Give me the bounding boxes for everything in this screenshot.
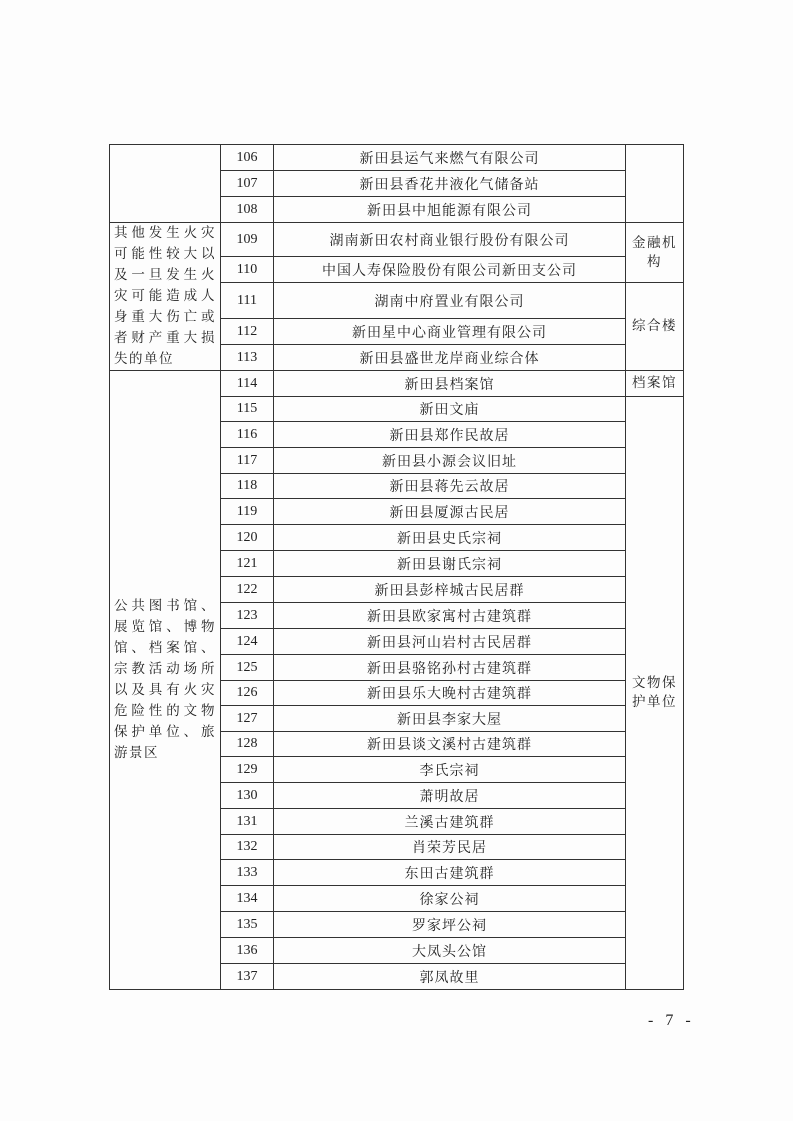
unit-name-cell: 新田县河山岩村古民居群 xyxy=(274,629,626,655)
category-cell: 其他发生火灾可能性较大以及一旦发生火灾可能造成人身重大伤亡或者财产重大损失的单位 xyxy=(110,223,221,371)
unit-name-cell: 郭凤故里 xyxy=(274,964,626,990)
row-number-cell: 124 xyxy=(221,629,274,655)
row-number-cell: 135 xyxy=(221,912,274,938)
row-number-cell: 108 xyxy=(221,197,274,223)
row-number-cell: 112 xyxy=(221,319,274,345)
page-number: - 7 - xyxy=(648,1012,695,1029)
unit-name-cell: 新田县档案馆 xyxy=(274,371,626,397)
row-number-cell: 113 xyxy=(221,345,274,371)
unit-name-cell: 新田县小源会议旧址 xyxy=(274,448,626,474)
unit-type-cell: 综合楼 xyxy=(626,283,684,371)
row-number-cell: 120 xyxy=(221,525,274,551)
row-number-cell: 134 xyxy=(221,886,274,912)
unit-name-cell: 新田县骆铭孙村古建筑群 xyxy=(274,655,626,681)
unit-name-cell: 新田文庙 xyxy=(274,397,626,422)
unit-name-cell: 新田县谢氏宗祠 xyxy=(274,551,626,577)
table-row xyxy=(110,223,684,257)
row-number-cell: 132 xyxy=(221,835,274,860)
row-number-cell: 114 xyxy=(221,371,274,397)
row-number-cell: 123 xyxy=(221,603,274,629)
row-number-cell: 130 xyxy=(221,783,274,809)
unit-name-cell: 肖荣芳民居 xyxy=(274,835,626,860)
row-number-cell: 125 xyxy=(221,655,274,681)
unit-name-cell: 新田县盛世龙岸商业综合体 xyxy=(274,345,626,371)
unit-name-cell: 徐家公祠 xyxy=(274,886,626,912)
row-number-cell: 117 xyxy=(221,448,274,474)
unit-name-cell: 新田县欧家寓村古建筑群 xyxy=(274,603,626,629)
row-number-cell: 110 xyxy=(221,257,274,283)
unit-name-cell: 新田县运气来燃气有限公司 xyxy=(274,145,626,171)
unit-type-cell xyxy=(626,145,684,223)
unit-type-cell: 档案馆 xyxy=(626,371,684,397)
row-number-cell: 115 xyxy=(221,397,274,422)
row-number-cell: 129 xyxy=(221,757,274,783)
row-number-cell: 131 xyxy=(221,809,274,835)
unit-name-cell: 湖南中府置业有限公司 xyxy=(274,283,626,319)
unit-name-cell: 新田县蒋先云故居 xyxy=(274,474,626,499)
row-number-cell: 128 xyxy=(221,732,274,757)
unit-name-cell: 新田县李家大屋 xyxy=(274,706,626,732)
row-number-cell: 133 xyxy=(221,860,274,886)
unit-name-cell: 新田县彭梓城古民居群 xyxy=(274,577,626,603)
row-number-cell: 126 xyxy=(221,681,274,706)
table-row xyxy=(110,145,684,171)
unit-type-cell: 文物保护单位 xyxy=(626,397,684,990)
unit-name-cell: 中国人寿保险股份有限公司新田支公司 xyxy=(274,257,626,283)
unit-name-cell: 新田县史氏宗祠 xyxy=(274,525,626,551)
row-number-cell: 122 xyxy=(221,577,274,603)
unit-name-cell: 李氏宗祠 xyxy=(274,757,626,783)
row-number-cell: 116 xyxy=(221,422,274,448)
unit-name-cell: 罗家坪公祠 xyxy=(274,912,626,938)
unit-list-table xyxy=(109,144,684,990)
row-number-cell: 107 xyxy=(221,171,274,197)
unit-name-cell: 兰溪古建筑群 xyxy=(274,809,626,835)
row-number-cell: 111 xyxy=(221,283,274,319)
category-cell xyxy=(110,145,221,223)
unit-name-cell: 萧明故居 xyxy=(274,783,626,809)
unit-name-cell: 新田县乐大晚村古建筑群 xyxy=(274,681,626,706)
unit-name-cell: 新田县厦源古民居 xyxy=(274,499,626,525)
unit-name-cell: 东田古建筑群 xyxy=(274,860,626,886)
row-number-cell: 119 xyxy=(221,499,274,525)
unit-name-cell: 新田县香花井液化气储备站 xyxy=(274,171,626,197)
row-number-cell: 106 xyxy=(221,145,274,171)
row-number-cell: 136 xyxy=(221,938,274,964)
table-row xyxy=(110,371,684,397)
unit-name-cell: 新田县谈文溪村古建筑群 xyxy=(274,732,626,757)
unit-name-cell: 大凤头公馆 xyxy=(274,938,626,964)
category-cell: 公共图书馆、展览馆、博物馆、档案馆、宗教活动场所以及具有火灾危险性的文物保护单位、旅游景区 xyxy=(110,371,221,990)
row-number-cell: 109 xyxy=(221,223,274,257)
unit-name-cell: 新田县郑作民故居 xyxy=(274,422,626,448)
unit-name-cell: 新田星中心商业管理有限公司 xyxy=(274,319,626,345)
row-number-cell: 137 xyxy=(221,964,274,990)
row-number-cell: 121 xyxy=(221,551,274,577)
row-number-cell: 127 xyxy=(221,706,274,732)
unit-name-cell: 新田县中旭能源有限公司 xyxy=(274,197,626,223)
unit-type-cell: 金融机构 xyxy=(626,223,684,283)
unit-name-cell: 湖南新田农村商业银行股份有限公司 xyxy=(274,223,626,257)
row-number-cell: 118 xyxy=(221,474,274,499)
